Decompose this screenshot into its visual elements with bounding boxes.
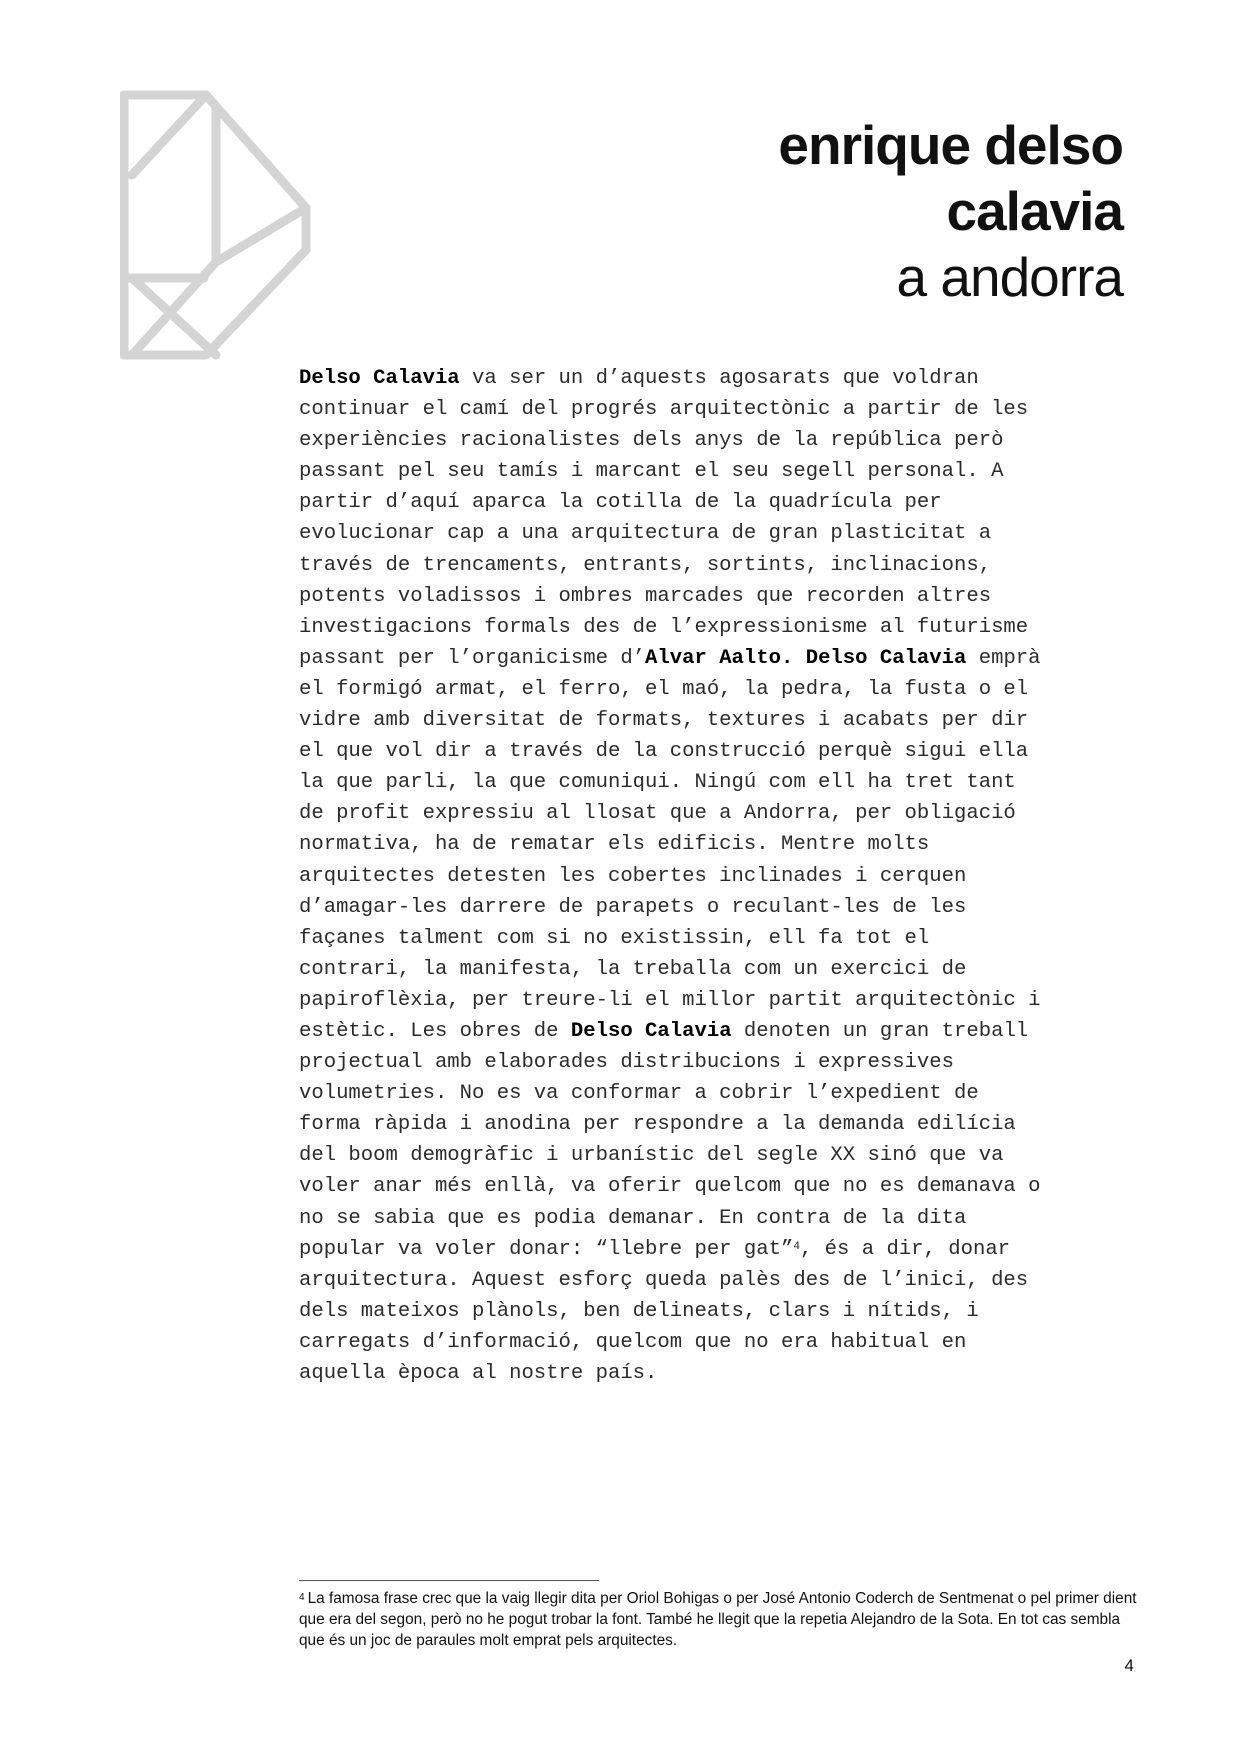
body-line (299, 829, 1129, 860)
body-line (299, 1358, 1129, 1389)
footnote-marker: 4 (299, 1592, 305, 1603)
body-text-segment: continuar el camí del progrés arquitectònic a partir de les (299, 398, 1029, 422)
title-line-2: calavia (946, 180, 1123, 242)
body-line (299, 705, 1129, 736)
body-text-segment: façanes talment com si no existissin, ell fa tot el (299, 926, 930, 950)
body-text-segment: papiroflèxia, per treure-li el millor partit arquitectònic i (299, 988, 1041, 1012)
body-line (299, 1140, 1129, 1171)
body-line (299, 1265, 1129, 1296)
body-line (299, 1203, 1129, 1234)
body-line (299, 923, 1129, 954)
body-line (299, 1078, 1129, 1109)
page-title (778, 112, 1123, 310)
body-paragraph (299, 363, 1129, 1389)
body-line (299, 1171, 1129, 1202)
body-text-segment: el que vol dir a través de la construcció perquè sigui ella (299, 740, 1029, 764)
body-text-segment: emprà (966, 646, 1041, 670)
body-line (299, 861, 1129, 892)
footnote-text: La famosa frase crec que la vaig llegir dita per Oriol Bohigas o per José Antonio Coderch de Sentmenat o pel primer dient que era del segon, però no he pogut trobar la font. També he llegit que la repetia Alejandro de la Sota. En tot cas sembla que és un joc de paraules molt emprat pels arquitectes. (299, 1590, 1137, 1649)
body-text-segment: investigacions formals des de l’expressionisme al futurisme (299, 615, 1029, 639)
body-line (299, 1296, 1129, 1327)
body-text-segment: carregats d’informació, quelcom que no era habitual en (299, 1330, 967, 1354)
body-line (299, 954, 1129, 985)
body-text-segment: experiències racionalistes dels anys de la república però (299, 429, 1004, 453)
body-line (299, 674, 1129, 705)
bold-name: Delso Calavia (299, 367, 460, 390)
body-line (299, 1047, 1129, 1078)
body-line (299, 767, 1129, 798)
body-line (299, 1016, 1129, 1047)
body-text-segment: vidre amb diversitat de formats, textures i acabats per dir (299, 709, 1029, 733)
body-line (299, 487, 1129, 518)
body-line (299, 985, 1129, 1016)
body-line (299, 643, 1129, 674)
body-text-segment: d’amagar-les darrere de parapets o reculant-les de les (299, 895, 967, 919)
body-text-segment: passant per l’organicisme d’ (299, 646, 646, 670)
title-line-1: enrique delso (778, 114, 1123, 176)
footnote-separator (299, 1580, 599, 1581)
title-line-3: a andorra (896, 246, 1123, 308)
body-line (299, 1234, 1129, 1265)
body-line (299, 736, 1129, 767)
body-text-segment: dels mateixos plànols, ben delineats, clars i nítids, i (299, 1299, 979, 1323)
body-text-segment: no se sabia que es podia demanar. En contra de la dita (299, 1206, 967, 1230)
body-line (299, 1109, 1129, 1140)
footnote-ref: 4 (793, 1240, 800, 1253)
body-text-segment: forma ràpida i anodina per respondre a la demanda edilícia (299, 1113, 1016, 1137)
body-text-segment: arquitectura. Aquest esforç queda palès des de l’inici, des (299, 1268, 1029, 1292)
body-text-segment: volumetries. No es va conformar a cobrir l’expedient de (299, 1082, 979, 1106)
body-line (299, 798, 1129, 829)
body-text-segment: través de trencaments, entrants, sortints, inclinacions, (299, 553, 992, 577)
body-text-segment: , és a dir, donar (799, 1237, 1011, 1261)
body-text-segment: el formigó armat, el ferro, el maó, la pedra, la fusta o el (299, 677, 1029, 701)
body-text-segment: partir d’aquí aparca la cotilla de la quadrícula per (299, 491, 942, 515)
body-text-segment: va ser un d’aquests agosarats que voldran (459, 367, 979, 390)
body-line (299, 363, 1129, 394)
body-text-segment: popular va voler donar: “llebre per gat” (299, 1237, 794, 1261)
body-line (299, 550, 1129, 581)
body-text-segment: contrari, la manifesta, la treballa com un exercici de (299, 957, 967, 981)
body-line (299, 581, 1129, 612)
body-text-segment: projectual amb elaborades distribucions i expressives (299, 1051, 954, 1075)
body-text-segment: potents voladissos i ombres marcades que recorden altres (299, 584, 992, 608)
footnote (299, 1588, 1144, 1651)
body-text-segment: aquella època al nostre país. (299, 1362, 658, 1385)
body-text-segment: arquitectes detesten les cobertes inclinades i cerquen (299, 864, 967, 888)
body-text-segment: voler anar més enllà, va oferir quelcom que no es demanava o (299, 1175, 1041, 1199)
body-text-segment: la que parli, la que comuniqui. Ningú com ell ha tret tant (299, 771, 1016, 795)
body-text-segment: normativa, ha de rematar els edificis. Mentre molts (299, 833, 930, 857)
body-line (299, 892, 1129, 923)
body-line (299, 394, 1129, 425)
page-number: 4 (1124, 1656, 1134, 1675)
bold-name: Delso Calavia (570, 1019, 732, 1043)
body-line (299, 456, 1129, 487)
body-text-segment: denoten un gran treball (731, 1019, 1029, 1043)
body-line (299, 1327, 1129, 1358)
body-line (299, 518, 1129, 549)
bold-name: Alvar Aalto. Delso Calavia (645, 646, 967, 670)
body-line (299, 612, 1129, 643)
body-text-segment: del boom demogràfic i urbanístic del segle XX sinó que va (299, 1144, 1004, 1168)
body-text-segment: evolucionar cap a una arquitectura de gran plasticitat a (299, 522, 992, 546)
body-line (299, 425, 1129, 456)
body-text-segment: estètic. Les obres de (299, 1019, 571, 1043)
body-text-segment: de profit expressiu al llosat que a Andorra, per obligació (299, 802, 1016, 826)
body-text-segment: passant pel seu tamís i marcant el seu segell personal. A (299, 460, 1004, 484)
geometric-d-logo-icon (120, 90, 312, 362)
